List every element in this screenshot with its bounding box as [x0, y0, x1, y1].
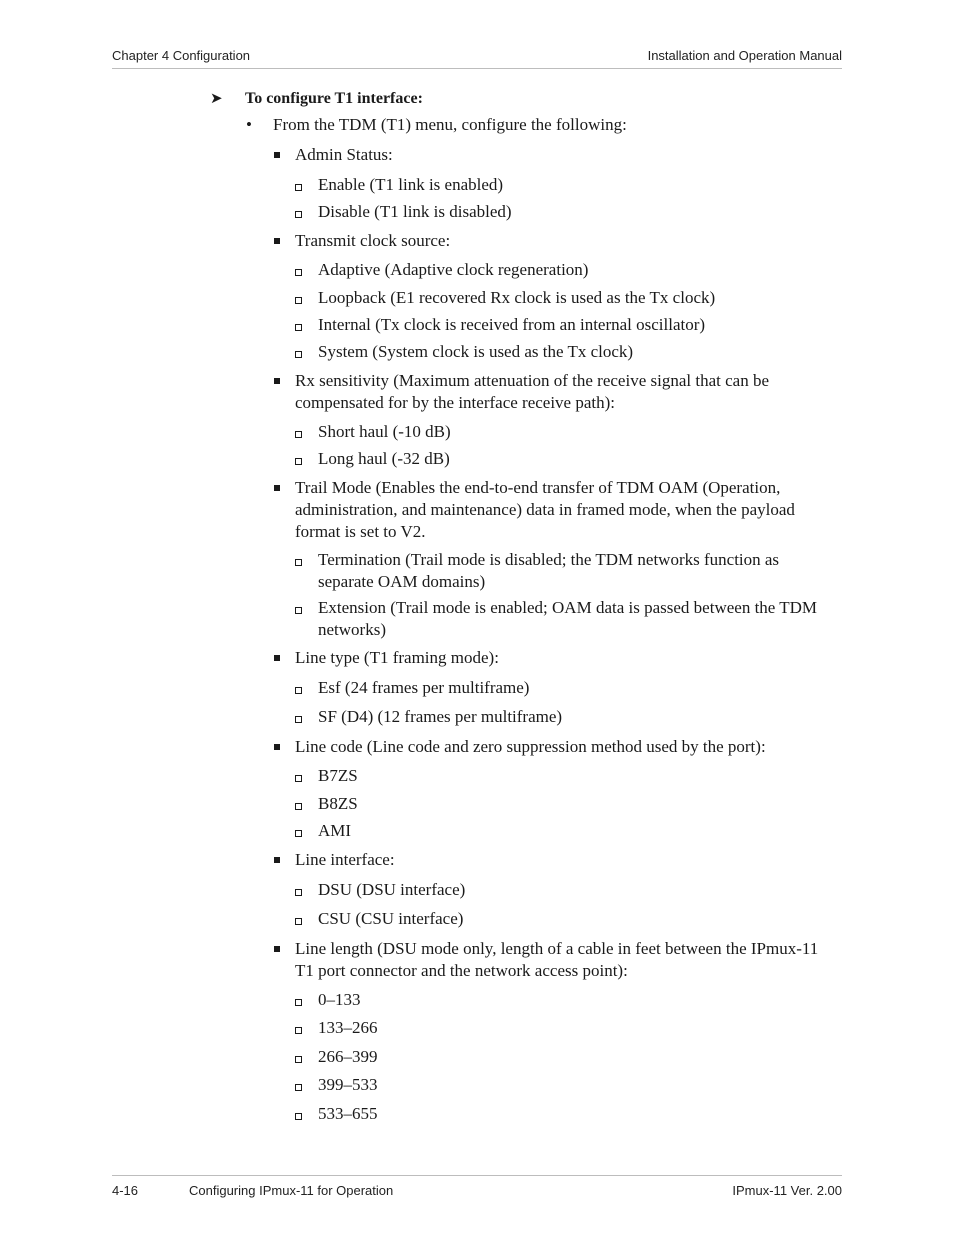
sub-list-item [318, 989, 833, 1011]
option-text: 133–266 [318, 1018, 378, 1037]
option-text: System (System clock is used as the Tx clock) [318, 342, 634, 361]
bullet-dot-icon: • [246, 115, 252, 134]
sub-list-item [318, 879, 833, 901]
option-text: DSU (DSU interface) [318, 880, 466, 899]
square-bullet-icon [274, 744, 280, 750]
square-bullet-icon [274, 655, 280, 661]
line-code-label: Line code (Line code and zero suppression method used by the port): [295, 737, 766, 756]
section-title: Configuring IPmux-11 for Operation [189, 1183, 394, 1198]
option-text: Short haul (-10 dB) [318, 422, 451, 441]
trail-mode-label: Trail Mode (Enables the end-to-end transfer of TDM OAM (Operation, administration, and maintenance) data in framed mode, when the payload format is set to V2. [295, 478, 795, 541]
list-item [295, 144, 835, 166]
option-text: 0–133 [318, 990, 361, 1009]
transmit-clock-label: Transmit clock source: [295, 231, 451, 250]
procedure-arrow-icon: ➤ [210, 89, 223, 107]
hollow-square-icon [295, 351, 302, 358]
sub-list-item [318, 677, 833, 699]
hollow-square-icon [295, 775, 302, 782]
hollow-square-icon [295, 830, 302, 837]
hollow-square-icon [295, 559, 302, 566]
option-text: Enable (T1 link is enabled) [318, 175, 504, 194]
hollow-square-icon [295, 324, 302, 331]
hollow-square-icon [295, 918, 302, 925]
square-bullet-icon [274, 152, 280, 158]
list-item [295, 736, 835, 758]
list-item [295, 647, 835, 669]
admin-status-label: Admin Status: [295, 145, 393, 164]
sub-list-item [318, 201, 833, 223]
hollow-square-icon [295, 1113, 302, 1120]
hollow-square-icon [295, 607, 302, 614]
hollow-square-icon [295, 1027, 302, 1034]
hollow-square-icon [295, 687, 302, 694]
chapter-title: Chapter 4 Configuration [112, 48, 251, 63]
list-item [295, 477, 835, 543]
page-footer [112, 1175, 842, 1206]
hollow-square-icon [295, 458, 302, 465]
square-bullet-icon [274, 946, 280, 952]
sub-list-item [318, 287, 833, 309]
hollow-square-icon [295, 1084, 302, 1091]
hollow-square-icon [295, 1056, 302, 1063]
line-interface-label: Line interface: [295, 850, 395, 869]
version-label: IPmux-11 Ver. 2.00 [732, 1183, 842, 1198]
page-number: 4-16 [112, 1183, 139, 1198]
sub-list-item [318, 793, 833, 815]
sub-list-item [318, 341, 833, 363]
sub-list-item [318, 549, 833, 593]
square-bullet-icon [274, 485, 280, 491]
option-text: Esf (24 frames per multiframe) [318, 678, 530, 697]
hollow-square-icon [295, 269, 302, 276]
sub-list-item [318, 174, 833, 196]
procedure-title: To configure T1 interface: [245, 90, 423, 107]
option-text: 266–399 [318, 1047, 378, 1066]
sub-list-item [318, 597, 833, 641]
option-text: CSU (CSU interface) [318, 909, 464, 928]
list-item [295, 230, 835, 252]
option-text: AMI [318, 821, 352, 840]
sub-list-item [318, 1046, 833, 1068]
hollow-square-icon [295, 716, 302, 723]
hollow-square-icon [295, 184, 302, 191]
hollow-square-icon [295, 803, 302, 810]
square-bullet-icon [274, 238, 280, 244]
option-text: Loopback (E1 recovered Rx clock is used as the Tx clock) [318, 288, 716, 307]
hollow-square-icon [295, 431, 302, 438]
option-text: Termination (Trail mode is disabled; the TDM networks function as separate OAM domains) [318, 550, 780, 591]
sub-list-item [318, 765, 833, 787]
square-bullet-icon [274, 857, 280, 863]
hollow-square-icon [295, 889, 302, 896]
sub-list-item [318, 820, 833, 842]
hollow-square-icon [295, 211, 302, 218]
rx-sensitivity-label: Rx sensitivity (Maximum attenuation of the receive signal that can be compensated for by the interface receive path): [295, 371, 769, 412]
sub-list-item [318, 448, 833, 470]
intro-bullet [246, 114, 627, 136]
line-type-label: Line type (T1 framing mode): [295, 648, 499, 667]
sub-list-item [318, 706, 833, 728]
sub-list-item [318, 259, 833, 281]
sub-list-item [318, 1017, 833, 1039]
manual-title: Installation and Operation Manual [647, 48, 842, 63]
square-bullet-icon [274, 378, 280, 384]
sub-list-item [318, 314, 833, 336]
option-text: 533–655 [318, 1104, 378, 1123]
intro-bullet-text: From the TDM (T1) menu, configure the following: [273, 115, 627, 134]
sub-list-item [318, 421, 833, 443]
procedure-heading [210, 89, 423, 108]
option-text: Adaptive (Adaptive clock regeneration) [318, 260, 589, 279]
option-text: Internal (Tx clock is received from an internal oscillator) [318, 315, 706, 334]
sub-list-item [318, 1074, 833, 1096]
sub-list-item [318, 908, 833, 930]
option-text: Extension (Trail mode is enabled; OAM data is passed between the TDM networks) [318, 598, 818, 639]
option-text: Long haul (-32 dB) [318, 449, 450, 468]
hollow-square-icon [295, 297, 302, 304]
line-length-label: Line length (DSU mode only, length of a cable in feet between the IPmux-11 T1 port connector and the network access point): [295, 939, 819, 980]
option-text: B7ZS [318, 766, 358, 785]
page-header [112, 48, 842, 69]
list-item [295, 849, 835, 871]
option-text: 399–533 [318, 1075, 378, 1094]
hollow-square-icon [295, 999, 302, 1006]
option-text: B8ZS [318, 794, 358, 813]
option-text: SF (D4) (12 frames per multiframe) [318, 707, 563, 726]
list-item [295, 938, 835, 982]
option-text: Disable (T1 link is disabled) [318, 202, 512, 221]
sub-list-item [318, 1103, 833, 1125]
list-item [295, 370, 835, 414]
